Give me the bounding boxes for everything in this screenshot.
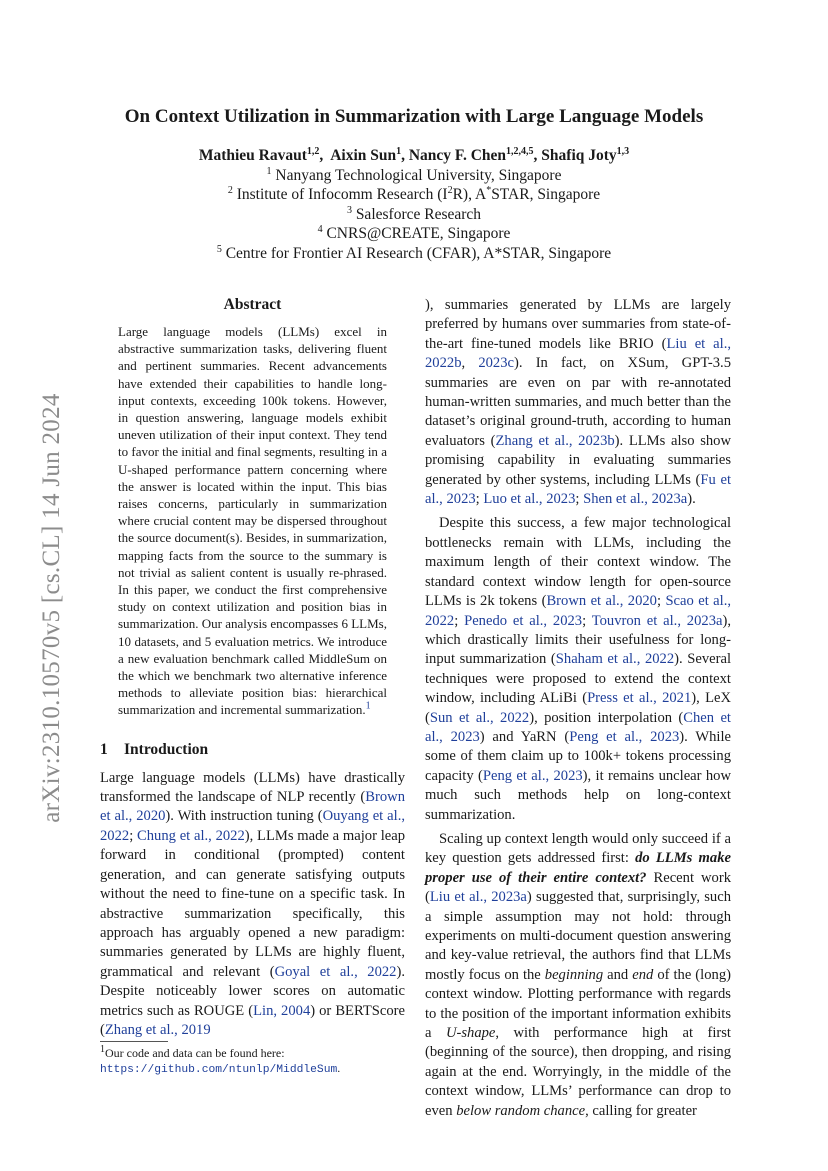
citation-link[interactable]: Chen et al., 2023 <box>425 709 731 745</box>
citation-link[interactable]: Penedo et al., 2023 <box>464 612 583 629</box>
citation-link[interactable]: Sun et al., 2022 <box>429 709 530 726</box>
key-question: do LLMs make proper use of their entire context? <box>425 850 731 886</box>
abstract-text: Large language models (LLMs) excel in abstractive summarization tasks, delivering fluent and pertinent summaries. Recent advancements have extended their capabilities to handle long-input contexts, exceeding 100k tokens. However, in question answering, language models exhibit uneven utilization of their input context. They tend to favor the initial and final segments, resulting in a U-shaped performance pattern concerning where the answer is located within the input. This bias raises concerns, particularly in summarization where crucial content may be dispersed throughout the source document(s). Besides, in summarization, mapping facts from the source to the summary is not trivial as salient content is usually re-phrased. In this paper, we conduct the first comprehensive study on context utilization and position bias in summarization. Our analysis encompasses 6 LLMs, 10 datasets, and 5 evaluation metrics. We introduce a new evaluation benchmark called MiddleSum on the which we benchmark two alternative inference methods to alleviate position bias: hierarchical summarization and incremental summarization.$^1$ <box>118 324 387 718</box>
section-heading: 1 Introduction <box>100 740 209 758</box>
citation-link[interactable]: Zhang et al., 2019 <box>104 1021 211 1038</box>
citation-link[interactable]: Lin, 2004 <box>253 1002 311 1019</box>
author-name: Nancy F. Chen <box>408 147 507 164</box>
citation-link[interactable]: Peng et al., 2023 <box>569 728 680 745</box>
citation-link[interactable]: Luo et al., 2023 <box>483 491 576 508</box>
intro-paragraph-3: Scaling up context length would only succeed if a key question gets addressed first: do LLMs make proper use of their entire context? Recent work (Liu et al., 2023a) suggested that, surprisingly, such a simple assumption may not hold: through experiments on multi-document question answering and key-value retrieval, the authors find that LLMs mostly focus on the beginning and end of the (long) context window. Plotting performance with regards to the position of the important information exhibits a U-shape, with performance high at first (beginning of the source), then dropping, and rising again at the end. Worryingly, in the middle of the context window, LLMs’ performance can drop to even below random chance, calling for greater <box>425 830 731 1119</box>
citation-link[interactable]: Brown et al., 2020 <box>100 789 405 825</box>
citation-link[interactable]: Goyal et al., 2022 <box>274 963 397 980</box>
intro-paragraph-1: Large language models (LLMs) have drastically transformed the landscape of NLP recently (Brown et al., 2020). With instruction tuning (Ouyang et al., 2022; Chung et al., 2022), LLMs made a major leap forward in conditional (prompted) content generation, and can generate satisfying outputs without the need to fine-tune on a specific task. In abstractive summarization specifically, this approach has arguably opened a new paradigm: summaries generated by LLMs are highly fluent, grammatical and relevant (Goyal et al., 2022). Despite noticeably lower scores on automatic metrics such as ROUGE (Lin, 2004) or BERTScore (Zhang et al., 2019 <box>100 769 406 1038</box>
citation-link[interactable]: Chung et al., 2022 <box>137 827 245 844</box>
left-column <box>100 296 405 1040</box>
author-name: Mathieu Ravaut <box>198 147 307 164</box>
affiliation: $^3$ Salesforce Research <box>346 204 482 223</box>
citation-link[interactable]: Liu et al., 2023a <box>429 889 527 906</box>
affiliation: $^1$ Nanyang Technological University, Singapore <box>266 165 562 184</box>
intro-paragraph-2: Despite this success, a few major technological bottlenecks remain with LLMs, including the maximum length of their context window. The standard context window length for open-source LLMs is 2k tokens (Brown et al., 2020; Scao et al., 2022; Penedo et al., 2023; Touvron et al., 2023a), which drastically limits their usefulness for long-input summarization (Shaham et al., 2022). Several techniques were proposed to extend the context window, including ALiBi (Press et al., 2021), LeX (Sun et al., 2022), position interpolation (Chen et al., 2023) and YaRN (Peng et al., 2023). While some of them claim up to 100k+ tokens processing capacity (Peng et al., 2023), it remains unclear how much such methods help on long-context summarization. <box>425 515 732 823</box>
arxiv-id-text: arXiv:2310.10570v5 [cs.CL] 14 Jun 2024 <box>38 393 65 823</box>
citation-link[interactable]: Ouyang et al., 2022 <box>100 808 405 844</box>
author-block <box>0 146 828 264</box>
footnote-ref[interactable]: 1 <box>365 701 371 713</box>
citation-link[interactable]: Brown et al., 2020 <box>546 593 657 610</box>
right-column <box>425 296 731 1121</box>
footnote-divider <box>100 1041 168 1042</box>
affiliation: $^4$ CNRS@CREATE, Singapore <box>317 224 511 243</box>
citation-link[interactable]: Zhang et al., 2023b <box>495 432 615 449</box>
intro-paragraph-1-continued: ), summaries generated by LLMs are largely preferred by humans over summaries from state-of-the-art fine-tuned models like BRIO (Liu et al., 2022b, 2023c). In fact, on XSum, GPT-3.5 summaries are even on par with re-annotated human-written summaries, and much better than the dataset’s original ground-truth, according to human evaluators (Zhang et al., 2023b). LLMs also show promising capability in evaluating summaries generated by other systems, including LLMs (Fu et al., 2023; Luo et al., 2023; Shen et al., 2023a). <box>425 297 732 508</box>
citation-link[interactable]: Shaham et al., 2022 <box>555 651 675 668</box>
author-name: Shafiq Joty <box>541 147 617 164</box>
author-name: Aixin Sun <box>330 147 397 164</box>
affiliation: $^5$ Centre for Frontier AI Research (CFAR), A*STAR, Singapore <box>216 243 612 262</box>
abstract-heading: Abstract <box>223 296 282 313</box>
citation-link[interactable]: Fu et al., 2023 <box>425 471 731 508</box>
author-list: Mathieu Ravaut$^{1,2}$, Aixin Sun$^1$, Nancy F. Chen$^{1,2,4,5}$, Shafiq Joty$^{1,3}$ <box>198 145 630 164</box>
citation-link[interactable]: Scao et al., 2022 <box>425 593 731 629</box>
paper-title: On Context Utilization in Summarization with Large Language Models <box>124 106 704 127</box>
citation-link[interactable]: Peng et al., 2023 <box>482 767 583 784</box>
citation-link[interactable]: 2023c <box>478 355 514 372</box>
footnote: $^1$Our code and data can be found here: https://github.com/ntunlp/MiddleSum. <box>100 1044 341 1076</box>
footnote-url[interactable]: https://github.com/ntunlp/MiddleSum <box>100 1064 338 1076</box>
citation-link[interactable]: Touvron et al., 2023a <box>591 612 723 629</box>
affiliation: $^2$ Institute of Infocomm Research $(I^2R)$, A*STAR, Singapore <box>227 185 601 204</box>
citation-link[interactable]: Press et al., 2021 <box>587 690 692 707</box>
citation-link[interactable]: Liu et al., 2022b <box>425 335 731 372</box>
citation-link[interactable]: Shen et al., 2023a <box>583 491 688 508</box>
